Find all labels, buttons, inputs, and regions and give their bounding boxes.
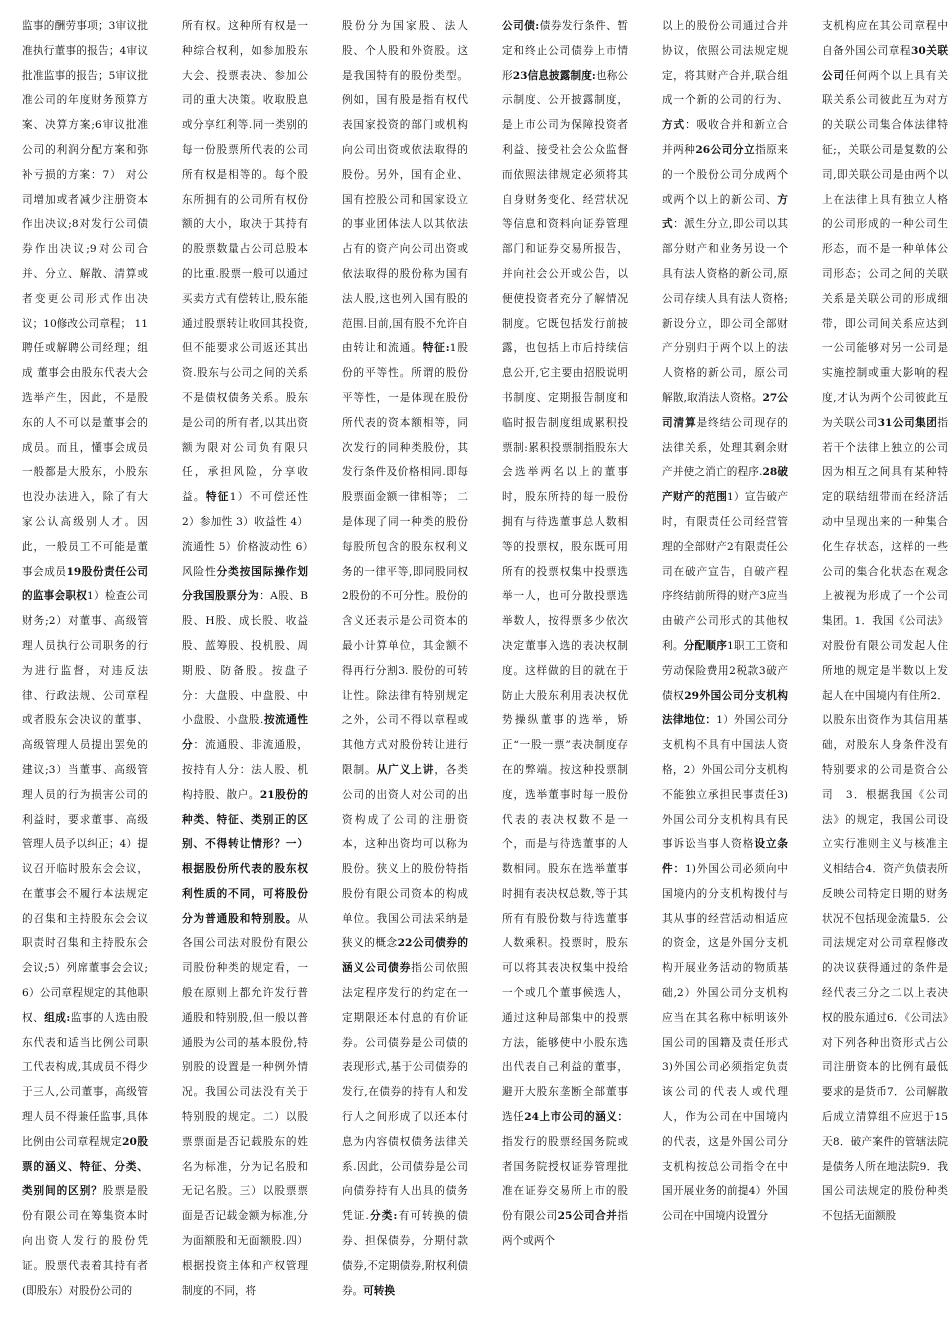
body-text: 1）不可偿还性 2）参加性 3）收益性 4）流通性 5）价格波动性 6）风险性 — [182, 491, 309, 578]
section-heading: 27公司清算 — [662, 391, 788, 429]
body-text: 9．我国公司法规定的股份种类不包括无面额股 — [822, 1160, 948, 1223]
section-heading: 设立条件： — [662, 838, 789, 876]
body-text: 监事的酬劳事项；3审议批准执行董事的报告；4审议批准监事的报告；5审议批准公司的年度财务预算方案、决算方案;6审议批准公司的利润分配方案和弥补亏损的方案：7） 对公司增加或者减少注册资本作出决议;8对发行公司债券作出决议;9对公司合并、分立、解散、清算或者变更公司形式作出决议；10修改公司章程； 11聘任或解聘公司经理；组成 董事会由股东代表大会选举产生，因此，不是股东的人不可以是董事会的成员。而且，懂事会成员一般都是大股东，小股东也没办法进入，除了有大家公认高级别人才。因此，一般员工不可能是董事会成员 — [22, 20, 148, 578]
section-heading: 按流通性分 — [182, 714, 308, 752]
body-text: 也称公示制度、公开披露制度，是上市公司为保障投资者利益、接受社会公众监督而依照法律规定必须将其自身财务变化、经营状况等信息和资料向证券管理部门和证券交易所报告，并向社会公开或公告，以便使投资者充分了解情况制度。它既包括发行前披露，也包括上市后持续信息公开,它主要由招股说明书制度、定期报告制度和临时报告制度组成 — [502, 69, 629, 429]
column-text — [22, 14, 148, 1303]
body-text: 支机构应在其公司章程中自备外国公司章程 — [822, 20, 948, 57]
section-heading: 20股票的涵义、特征、分类、类别间的区别？ — [22, 1135, 148, 1198]
text-column-4 — [502, 14, 628, 1340]
section-heading: 特征 — [205, 491, 230, 504]
section-heading: 28破产财产的范围 — [662, 466, 788, 504]
body-text: 有可转换的债券、担保债券，分期付款债券,不定期债券,附权利债券。 — [342, 1210, 469, 1297]
body-text: 6．《公司法》对下列各种出资形式占公司注册资本的比例有最低要求的是货币7．公司解散后成立清算组不应迟于15天 — [822, 1011, 949, 1148]
column-text — [182, 14, 308, 1303]
body-text: 所有权。这种所有权是一种综合权利，如参加股东大会、投票表决、参加公司的重大决策。收取股息或分享红利等.同一类别的每一份股票所代表的公司所有权是相等的。每个股东所拥有的公司所有权份额的大小，取决于其持有的股票数量占公司总股本的比重.股票一般可以通过买卖方式有偿转让,股东能通过股票转让收回其投资,但不能要求公司返还其出资.股东与公司之间的关系不是债权债务关系。股东是公司的所有者,以其出资额为限对公司负有限只任，承担风险，分享收益。 — [182, 20, 308, 504]
section-heading: 23信息披露制度: — [512, 69, 596, 82]
body-text: 指公司依照法定程序发行的约定在一定期限还本付息的有价证券。公司债券是公司债的表现形式,基于公司债券的发行,在债券的持有人和发行人之间形成了以还本付息为内容债权债务法律关系.因此，公司债券是公司向债券持有人出具的债务凭证. — [342, 962, 469, 1223]
section-heading: 19股份责任公司的监事会职权 — [22, 565, 148, 603]
body-text: 1职工工资和劳动保险费用2税款3破产债权 — [662, 639, 789, 702]
body-text: 累积投票制:累积投票制指股东大会选举两名以上的董事时，股东所持的每一股份拥有与待选董事总人数相等的投票权，股东既可用所有的投票权集中投票选举一人，也可分散投票选举数人，按得票多少依次决定董事入选的表决权制度。这样做的目的就在于防止大股东利用表决权优势操纵董事的选举，矫正“一股一票”表决制度存在的弊端。按这种投票制度，选举董事时每一股份代表的表决权数不是一个，而是与待选董事的人数相同。股东在选举董事时拥有表决权总数,等于其所有有股份数与待选董事人数乘积。投票时，股东可以将其表决权集中投给一个或几个董事候选人，通过这种局部集中的投票方法，能够使中小股东选出代表自己利益的董事，避开大股东垄断全部董事选任 — [502, 416, 629, 1124]
section-heading: 可转换 — [363, 1284, 395, 1297]
section-heading: 26公司分立 — [695, 143, 756, 156]
body-text: 指发行的股票经国务院或者国务院授权证券管理批准在证券交易所上市的股份有限公司 — [502, 1135, 628, 1223]
body-text: ：流通股、非流通股，按持有人分：法人股、机构持股、散户。 — [182, 739, 309, 801]
body-text: ，各类公司的出资人对公司的出资构成了公司的注册资本，这种出资均可以称为股份。狭义上的股份特指股份有限公司资本的构成单位。我国公司法采纳是狭义的概念 — [342, 763, 469, 950]
body-text: 任何两个以上具有关联关系公司彼此互为对方的关联公司集合体法律特征;，关联公司是复数的公司,即关联公司是由两个以上在法律上具有独立人格的公司形成的一种公司生形态，而不是一种单体公司形态；公司之间的关联关系是关联公司的形成细带，即公司间关系应达到一公司能够对另一公司是实施控制或重大影响的程度,才认为两个公司彼此互为关联公司 — [822, 69, 949, 429]
body-text: 以上的股份公司通过合并协议，依照公司法规定规定，将其财产合并,联合组成一个新的公司的行为、 — [662, 20, 788, 107]
section-heading: 从广义上讲 — [376, 763, 435, 776]
body-text: 从各国公司法对股份有限公司股份种类的规定看，一般在原则上都允许发行普通股和特别股,但一般以普通股为公司的基本股份,特别股的设置是一种例外情况。我国公司法没有关于特别股的规定。二）以股票票面是否记载股东的姓名为标准，分为记名股和无记名股。三）以股票票面是否记载金额为标准,分为面额股和无面额股.四）根据投资主体和产权管理制度的不同，将 — [182, 912, 308, 1297]
body-text: 1）宣告破产时，有限责任公司经营管理的全部财产2有限责任公司在破产宣告，自破产程序终结前所得的财产3应当由破产公司形式的其他权利。 — [662, 491, 788, 652]
body-text: 债券发行条件、暂定和终止公司债券上市情形 — [502, 20, 629, 82]
section-heading: 22公司债券的涵义公司债券 — [342, 937, 468, 975]
section-heading: 组成: — [44, 1011, 71, 1024]
body-text: 1．我国《公司法》对股份有限公司发起人住所地的规定是半数以上发起人在中国境内有住所 — [822, 615, 948, 702]
text-column-3 — [342, 14, 479, 1340]
section-heading: 31公司集团 — [877, 416, 938, 429]
column-text — [662, 14, 788, 1229]
body-text: 1）检查公司财务;2）对董事、高级管理人员执行公司职务的行为进行监督，对违反法律、行政法规、公司章程或者股东会决议的董事、高级管理人员提出罢免的建议;3）当董事、高级管理人员的行为损害公司的利益时，要求董事、高级管理人员予以纠正；4）提议召开临时股东会会议，在董事会不履行本法规定的召集和主持股东会会议职责时召集和主持股东会会议;5）列席董事会会议;6）公司章程规定的其他职权、 — [22, 590, 148, 1024]
section-heading: 公司债: — [502, 20, 540, 32]
section-heading: 分配顺序 — [683, 639, 728, 652]
section-heading: 29外国公司分支机构法律地位： — [662, 689, 788, 727]
section-heading: 分类: — [368, 1210, 398, 1223]
section-heading: 方式 — [662, 193, 788, 231]
body-text: ：A股、B股、H股、成长股、收益股、蓝筹股、投机股、周期股、防备股。按盘子分：大盘股、中盘股、中小盘股、小盘股. — [182, 590, 309, 727]
section-heading: 特征: — [422, 342, 450, 355]
body-text: 4．资产负债表所反映公司特定日期的财务状况不包括现金流量 — [822, 863, 949, 925]
body-text: ：吸收合并和新立合并两种 — [662, 119, 789, 156]
body-text: 1股份的平等性。所谓的股份平等性，一是体现在股份所代表的资本额相等，同次发行的同种类股份，其发行条件及价格相同.即每股票面金额一律相等； 二是体现了同一种类的股份每股所包含的股东权利义务的一律平等,即同股同权 2股份的不可分性。股份的含义还表示是公司资本的最小计算单位，其金额不得再行分割3. 股份的可转让性。除法律有特别规定之外，公司不得以章程或其他方式对股份转让进行限制。 — [342, 342, 479, 776]
body-text: 指若干个法律上独立的公司因为相互之间具有某种特定的联结纽带而在经济活动中呈现出来的一种集合化生存状态，这样的一些公司的集合化状态在观念上被视为形成了一个公司集团。 — [822, 416, 948, 628]
body-text: 股票是股份有限公司在筹集资本时向出资人发行的股份凭证。股票代表着其持有者(即股东）对股份公司的 — [22, 1185, 149, 1297]
column-text — [502, 14, 628, 1254]
text-column-2 — [182, 14, 308, 1340]
body-text: 8．破产案件的管辖法院是债务人所在地法院 — [822, 1135, 948, 1173]
body-text: 是终结公司现存的法律关系，处理其剩余财产并使之消亡的程序. — [662, 416, 789, 479]
body-text: 1)外国公司必须向中国境内的分支机构拨付与其从事的经营活动相适应的资金，这是外国分支机构开展业务活动的物质基础,2）外国公司分支机构应当在其名称中标明该外国公司的国籍及责任形式3)外国公司必须指定负责该公司的代表人或代理人，作为公司在中国境内的代表，这是外国公司分支机构按总公司指令在中国开展业务的前提4）外国公司在中国境内设置分 — [662, 863, 789, 1223]
body-text: 2．以股东出资作为其信用基础，对股东人身条件没有特别要求的公司是资合公司 3．根据我国《公司法》的规定，我国公司设立实行准则主义与核准主义相结合 — [822, 689, 949, 876]
section-heading: 21股份的种类、特征、类别正的区别、不得转让情形？一）根据股份所代表的股东权利性质的不同，可将股份分为普通股和特别股。 — [182, 788, 308, 925]
body-text: 监事的人选由股东代表和适当比例公司职工代表构成,其成员不得少于三人,公司董事，高级管理人员不得兼任监事,具体比例由公司章程规定 — [22, 1011, 148, 1148]
text-column-1 — [22, 14, 148, 1340]
section-heading: 25公司合并 — [557, 1210, 618, 1223]
body-text: 1）外国公司分支机构不具有中国法人资格，2）外国公司分支机构不能独立承担民事责任3)外国公司分支机构具有民事诉讼当事人资格 — [662, 714, 789, 851]
text-column-5 — [662, 14, 788, 1340]
text-column-6 — [822, 14, 948, 1340]
body-text: ：派生分立,即公司以其部分财产和业务另设一个具有法人资格的新公司,原公司存续人具有法人资格;新设分立，即公司全部财产分别归于两个以上的法人资格的新公司，原公司解散,取消法人资格。 — [662, 218, 789, 404]
section-heading: 分类按国际操作划分我国股票分为 — [182, 565, 309, 603]
body-text: 股份分为国家股、法人股、个人股和外资股。这是我国特有的股份类型。例如，国有股是指有权代表国家投资的部门或机构向公司出资或依法取得的股份。另外，国有企业、国有控股公司和国家设立的事业团体法人以其依法占有的资产向公司出资或依法取得的股份称为国有法人股,这也列入国有股的范围.目前,国有股不允许自由转让和流通。 — [342, 20, 468, 355]
section-heading: 方式 — [662, 119, 686, 132]
section-heading: 30关联公司 — [822, 44, 948, 82]
column-text — [342, 14, 479, 1303]
section-heading: 24上市公司的涵义： — [524, 1111, 628, 1124]
column-text — [822, 14, 948, 1229]
body-text: 指两个或两个 — [502, 1210, 628, 1248]
body-text: 5．公司法规定对公司章程修改的决议获得通过的条件是经代表三分之二以上表决权的股东通过 — [822, 912, 948, 1024]
body-text: 指原来的一个股份公司分成两个或两个以上的新公司、 — [662, 143, 788, 206]
